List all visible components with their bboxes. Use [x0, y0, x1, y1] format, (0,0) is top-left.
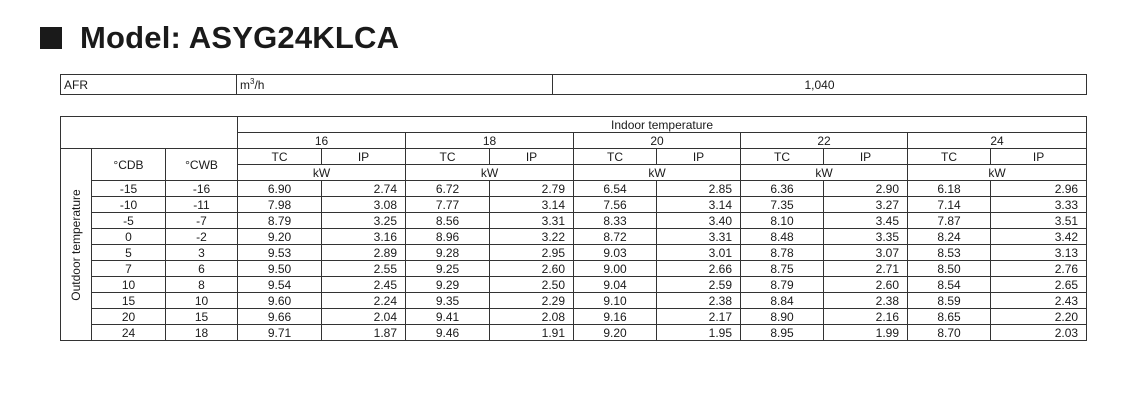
ip-value-cell: 3.33: [991, 197, 1087, 213]
unit-header: kW: [406, 165, 574, 181]
ip-value-cell: 3.40: [657, 213, 741, 229]
table-row: [61, 309, 1087, 325]
ip-value-cell: 2.65: [991, 277, 1087, 293]
ip-value-cell: 2.96: [991, 181, 1087, 197]
ip-value-cell: 3.27: [824, 197, 908, 213]
ip-value-cell: 2.45: [322, 277, 406, 293]
cdb-cell: -15: [92, 181, 166, 197]
indoor-temp-header: 24: [908, 133, 1087, 149]
ip-value-cell: 3.08: [322, 197, 406, 213]
table-row: [61, 197, 1087, 213]
tc-value-cell: 9.54: [238, 277, 322, 293]
table-row: [61, 261, 1087, 277]
ip-value-cell: 2.60: [490, 261, 574, 277]
tc-value-cell: 8.53: [908, 245, 991, 261]
tc-value-cell: 8.33: [574, 213, 657, 229]
ip-value-cell: 1.87: [322, 325, 406, 341]
header-row-tc-ip: [61, 149, 1087, 165]
tc-value-cell: 6.90: [238, 181, 322, 197]
tc-value-cell: 9.60: [238, 293, 322, 309]
tc-value-cell: 9.03: [574, 245, 657, 261]
unit-header: kW: [574, 165, 741, 181]
ip-value-cell: 3.16: [322, 229, 406, 245]
ip-value-cell: 2.38: [824, 293, 908, 309]
table-row: [61, 181, 1087, 197]
cwb-cell: 18: [166, 325, 238, 341]
ip-value-cell: 1.91: [490, 325, 574, 341]
cwb-cell: 15: [166, 309, 238, 325]
ip-value-cell: 3.35: [824, 229, 908, 245]
tc-value-cell: 8.90: [741, 309, 824, 325]
tc-value-cell: 9.28: [406, 245, 490, 261]
cwb-cell: 6: [166, 261, 238, 277]
ip-value-cell: 3.25: [322, 213, 406, 229]
cdb-cell: -5: [92, 213, 166, 229]
ip-value-cell: 2.85: [657, 181, 741, 197]
ip-value-cell: 2.38: [657, 293, 741, 309]
afr-value: 1,040: [553, 75, 1087, 95]
tc-value-cell: 9.25: [406, 261, 490, 277]
indoor-temp-header: 16: [238, 133, 406, 149]
tc-value-cell: 8.84: [741, 293, 824, 309]
ip-value-cell: 3.07: [824, 245, 908, 261]
indoor-temp-header: 22: [741, 133, 908, 149]
afr-unit-base: m: [240, 78, 250, 92]
ip-header: IP: [991, 149, 1087, 165]
ip-header: IP: [490, 149, 574, 165]
tc-value-cell: 8.24: [908, 229, 991, 245]
tc-value-cell: 9.04: [574, 277, 657, 293]
ip-header: IP: [657, 149, 741, 165]
performance-table: [60, 116, 1087, 341]
cdb-cell: 7: [92, 261, 166, 277]
tc-value-cell: 9.71: [238, 325, 322, 341]
table-row: [61, 245, 1087, 261]
ip-value-cell: 2.20: [991, 309, 1087, 325]
cwb-cell: 8: [166, 277, 238, 293]
tc-value-cell: 7.35: [741, 197, 824, 213]
ip-header: IP: [824, 149, 908, 165]
ip-value-cell: 2.50: [490, 277, 574, 293]
ip-value-cell: 3.31: [490, 213, 574, 229]
tc-value-cell: 9.29: [406, 277, 490, 293]
ip-header: IP: [322, 149, 406, 165]
tc-value-cell: 6.18: [908, 181, 991, 197]
tc-value-cell: 8.56: [406, 213, 490, 229]
afr-label: AFR: [61, 75, 237, 95]
tc-header: TC: [908, 149, 991, 165]
ip-value-cell: 2.55: [322, 261, 406, 277]
header-row-indoor: [61, 117, 1087, 133]
tc-header: TC: [741, 149, 824, 165]
afr-table: [60, 74, 1087, 95]
ip-value-cell: 3.51: [991, 213, 1087, 229]
tc-value-cell: 6.54: [574, 181, 657, 197]
tc-value-cell: 6.36: [741, 181, 824, 197]
afr-row: [61, 75, 1087, 95]
cdb-cell: 24: [92, 325, 166, 341]
ip-value-cell: 3.14: [490, 197, 574, 213]
ip-value-cell: 2.60: [824, 277, 908, 293]
cdb-cell: -10: [92, 197, 166, 213]
tc-value-cell: 8.96: [406, 229, 490, 245]
cwb-cell: -11: [166, 197, 238, 213]
ip-value-cell: 2.03: [991, 325, 1087, 341]
unit-header: kW: [741, 165, 908, 181]
tc-header: TC: [406, 149, 490, 165]
indoor-temperature-header: Indoor temperature: [238, 117, 1087, 133]
tc-value-cell: 8.65: [908, 309, 991, 325]
ip-value-cell: 3.01: [657, 245, 741, 261]
tc-value-cell: 9.46: [406, 325, 490, 341]
ip-value-cell: 2.29: [490, 293, 574, 309]
tc-value-cell: 8.10: [741, 213, 824, 229]
ip-value-cell: 2.66: [657, 261, 741, 277]
tc-value-cell: 9.00: [574, 261, 657, 277]
tc-value-cell: 8.54: [908, 277, 991, 293]
ip-value-cell: 3.31: [657, 229, 741, 245]
unit-header: kW: [238, 165, 406, 181]
ip-value-cell: 2.17: [657, 309, 741, 325]
ip-value-cell: 2.24: [322, 293, 406, 309]
outdoor-temperature-label: Outdoor temperature: [69, 188, 83, 301]
tc-value-cell: 8.79: [238, 213, 322, 229]
cdb-cell: 15: [92, 293, 166, 309]
indoor-temp-header: 20: [574, 133, 741, 149]
ip-value-cell: 2.43: [991, 293, 1087, 309]
afr-unit: [237, 75, 553, 95]
tc-value-cell: 8.79: [741, 277, 824, 293]
tc-value-cell: 9.20: [238, 229, 322, 245]
cwb-cell: 3: [166, 245, 238, 261]
tc-value-cell: 9.20: [574, 325, 657, 341]
tc-value-cell: 8.72: [574, 229, 657, 245]
tc-value-cell: 8.78: [741, 245, 824, 261]
tc-value-cell: 9.16: [574, 309, 657, 325]
ip-value-cell: 1.95: [657, 325, 741, 341]
tc-value-cell: 8.48: [741, 229, 824, 245]
tc-value-cell: 7.77: [406, 197, 490, 213]
page-title: [40, 18, 399, 58]
ip-value-cell: 2.76: [991, 261, 1087, 277]
tc-header: TC: [574, 149, 657, 165]
tc-value-cell: 9.10: [574, 293, 657, 309]
tc-value-cell: 9.53: [238, 245, 322, 261]
table-row: [61, 325, 1087, 341]
tc-value-cell: 8.50: [908, 261, 991, 277]
tc-value-cell: 9.50: [238, 261, 322, 277]
ip-value-cell: 3.13: [991, 245, 1087, 261]
ip-value-cell: 2.79: [490, 181, 574, 197]
ip-value-cell: 2.90: [824, 181, 908, 197]
cdb-cell: 5: [92, 245, 166, 261]
ip-value-cell: 2.89: [322, 245, 406, 261]
cwb-cell: 10: [166, 293, 238, 309]
unit-header: kW: [908, 165, 1087, 181]
tc-value-cell: 6.72: [406, 181, 490, 197]
outdoor-temperature-header: [61, 149, 92, 341]
tc-value-cell: 7.14: [908, 197, 991, 213]
afr-unit-tail: /h: [254, 78, 265, 92]
ip-value-cell: 2.74: [322, 181, 406, 197]
tc-value-cell: 9.35: [406, 293, 490, 309]
model-title: Model: ASYG24KLCA: [80, 20, 400, 55]
ip-value-cell: 3.45: [824, 213, 908, 229]
table-row: [61, 213, 1087, 229]
cwb-cell: -7: [166, 213, 238, 229]
cwb-cell: -2: [166, 229, 238, 245]
table-row: [61, 277, 1087, 293]
cdb-cell: 0: [92, 229, 166, 245]
ip-value-cell: 2.08: [490, 309, 574, 325]
table-row: [61, 229, 1087, 245]
cdb-cell: 10: [92, 277, 166, 293]
tc-header: TC: [238, 149, 322, 165]
cdb-header: °CDB: [92, 149, 166, 181]
tc-value-cell: 7.87: [908, 213, 991, 229]
ip-value-cell: 1.99: [824, 325, 908, 341]
ip-value-cell: 3.22: [490, 229, 574, 245]
tc-value-cell: 8.70: [908, 325, 991, 341]
indoor-temp-header: 18: [406, 133, 574, 149]
afr-unit-sup: 3: [250, 77, 255, 86]
corner-cell: [61, 117, 238, 149]
table-row: [61, 293, 1087, 309]
tc-value-cell: 8.95: [741, 325, 824, 341]
cwb-header: °CWB: [166, 149, 238, 181]
ip-value-cell: 2.71: [824, 261, 908, 277]
ip-value-cell: 2.95: [490, 245, 574, 261]
title-square-bullet: [40, 27, 62, 49]
cdb-cell: 20: [92, 309, 166, 325]
ip-value-cell: 2.04: [322, 309, 406, 325]
tc-value-cell: 8.75: [741, 261, 824, 277]
tc-value-cell: 8.59: [908, 293, 991, 309]
tc-value-cell: 7.56: [574, 197, 657, 213]
tc-value-cell: 9.41: [406, 309, 490, 325]
ip-value-cell: 2.59: [657, 277, 741, 293]
ip-value-cell: 3.14: [657, 197, 741, 213]
cwb-cell: -16: [166, 181, 238, 197]
tc-value-cell: 7.98: [238, 197, 322, 213]
ip-value-cell: 2.16: [824, 309, 908, 325]
tc-value-cell: 9.66: [238, 309, 322, 325]
ip-value-cell: 3.42: [991, 229, 1087, 245]
